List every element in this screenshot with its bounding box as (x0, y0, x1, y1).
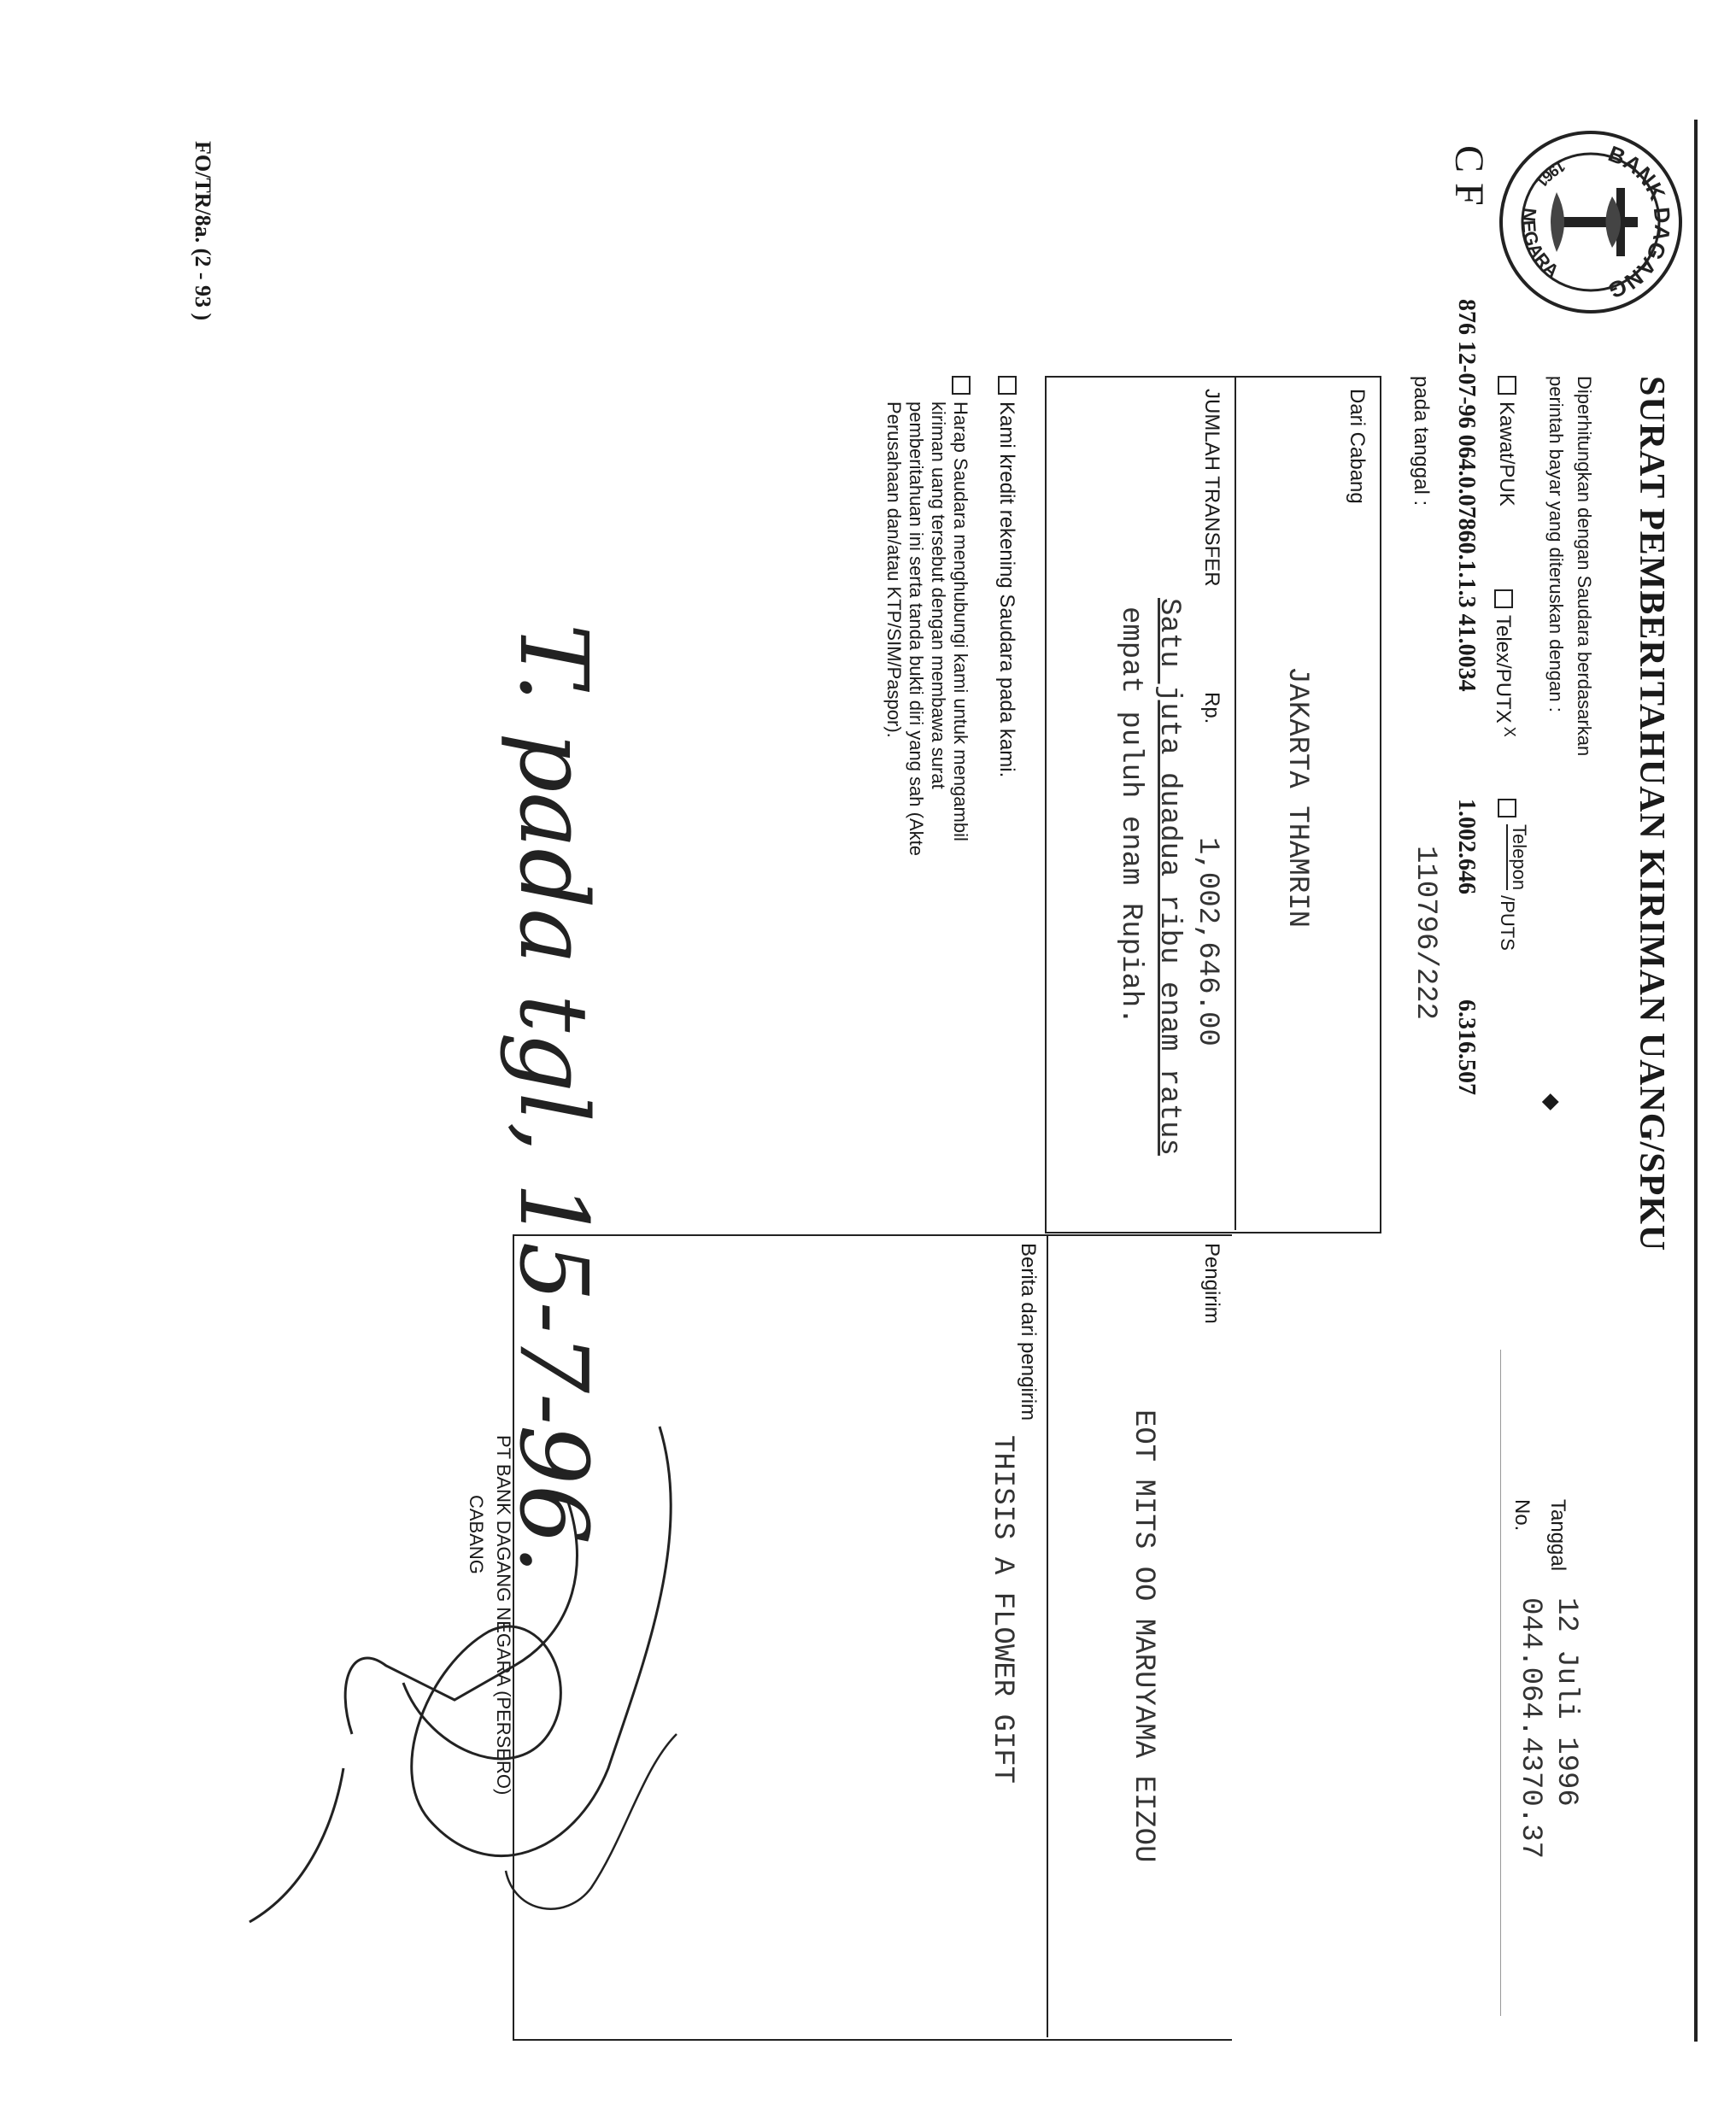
prefix-mark: C F (1446, 145, 1492, 206)
sender-box-divider (1047, 1234, 1048, 2037)
handwritten-note: T. pada tgl, 15-7-96. (499, 624, 608, 1575)
option-harap: Harap Saudara menghubungi kami untuk mengambil kiriman uang tersebut dengan membawa surat pemberitahuan ini serta tanda bukti diri yang sah (Akte Perusahaan dan/atau KTP/SIM/Paspor). (883, 376, 971, 856)
pengirim-value: EOT MITS OO MARUYAMA EIZOU (1127, 1409, 1159, 1863)
option-kredit: Kami kredit rekening Saudara pada kami. (994, 376, 1018, 777)
no-label: No. (1510, 1499, 1534, 1532)
header-rule (1500, 1350, 1501, 2016)
reference-line: 876 12-07-96 064.0.07860.1.1.3 41.0034 (1453, 299, 1480, 692)
rp-label: Rp. (1200, 692, 1223, 724)
jumlah-transfer-label: JUMLAH TRANSFER (1200, 389, 1223, 587)
intro-line-2: perintah bayar yang diteruskan dengan : (1545, 376, 1567, 712)
terbilang-line-1: Satu juta duadua ribu enam ratus (1152, 598, 1185, 1156)
dari-cabang-value: JAKARTA THAMRIN (1281, 666, 1313, 929)
svg-text:NEGARA: NEGARA (1517, 207, 1563, 283)
method-telex: Telex/$PUTX^X$ (1491, 589, 1518, 737)
svg-text:BANK DAGANG: BANK DAGANG (1604, 140, 1676, 304)
reference-amount-1: 1.002.646 (1453, 799, 1480, 894)
transfer-box-divider (1235, 376, 1236, 1230)
form-code: FO/TR/8a. (2 - 93 ) (191, 141, 215, 321)
arrow-icon: ◆ (1540, 1093, 1565, 1110)
telex-mark: X (1501, 726, 1518, 737)
kawat-checkbox[interactable] (1498, 376, 1516, 395)
terbilang-line-2: empat puluh enam Rupiah. (1114, 606, 1147, 1025)
harap-checkbox[interactable] (952, 376, 971, 395)
handwritten-signature (232, 1409, 711, 1939)
telex-checkbox[interactable] (1494, 589, 1513, 608)
method-telepon: Telepon/PUTS (1498, 799, 1531, 951)
bank-logo-seal (1497, 128, 1685, 316)
top-rule (1694, 120, 1698, 2042)
pada-tanggal-value: 110796/222 (1409, 846, 1441, 1021)
intro-line-1: Diperhitungkan dengan Saudara berdasarkan (1574, 376, 1595, 757)
telepon-checkbox[interactable] (1498, 799, 1516, 817)
dari-cabang-label: Dari Cabang (1346, 389, 1369, 504)
svg-text:1961: 1961 (1533, 156, 1569, 191)
method-kawat: Kawat/PUK (1494, 376, 1518, 507)
tanggal-value: 12 Juli 1996 (1550, 1597, 1582, 1807)
no-value: 044.064.4370.37 (1514, 1597, 1546, 1860)
tanggal-label: Tanggal (1546, 1499, 1569, 1572)
pengirim-label: Pengirim (1200, 1243, 1223, 1324)
document-title: SURAT PEMBERITAHUAN KIRIMAN UANG/SPKU (1632, 376, 1671, 1252)
berita-label: Berita dari pengirim (1017, 1243, 1040, 1421)
reference-amount-2: 6.316.507 (1453, 999, 1480, 1095)
pada-tanggal-label: pada tanggal : (1410, 376, 1433, 507)
berita-value: THISIS A FLOWER GIFT (986, 1435, 1018, 1784)
jumlah-transfer-value: 1,002,646.00 (1191, 837, 1223, 1046)
kredit-checkbox[interactable] (998, 376, 1017, 395)
signature-branch: CABANG (466, 1495, 487, 1574)
signature-company: PT BANK DAGANG NEGARA (PERSERO) (493, 1435, 514, 1796)
